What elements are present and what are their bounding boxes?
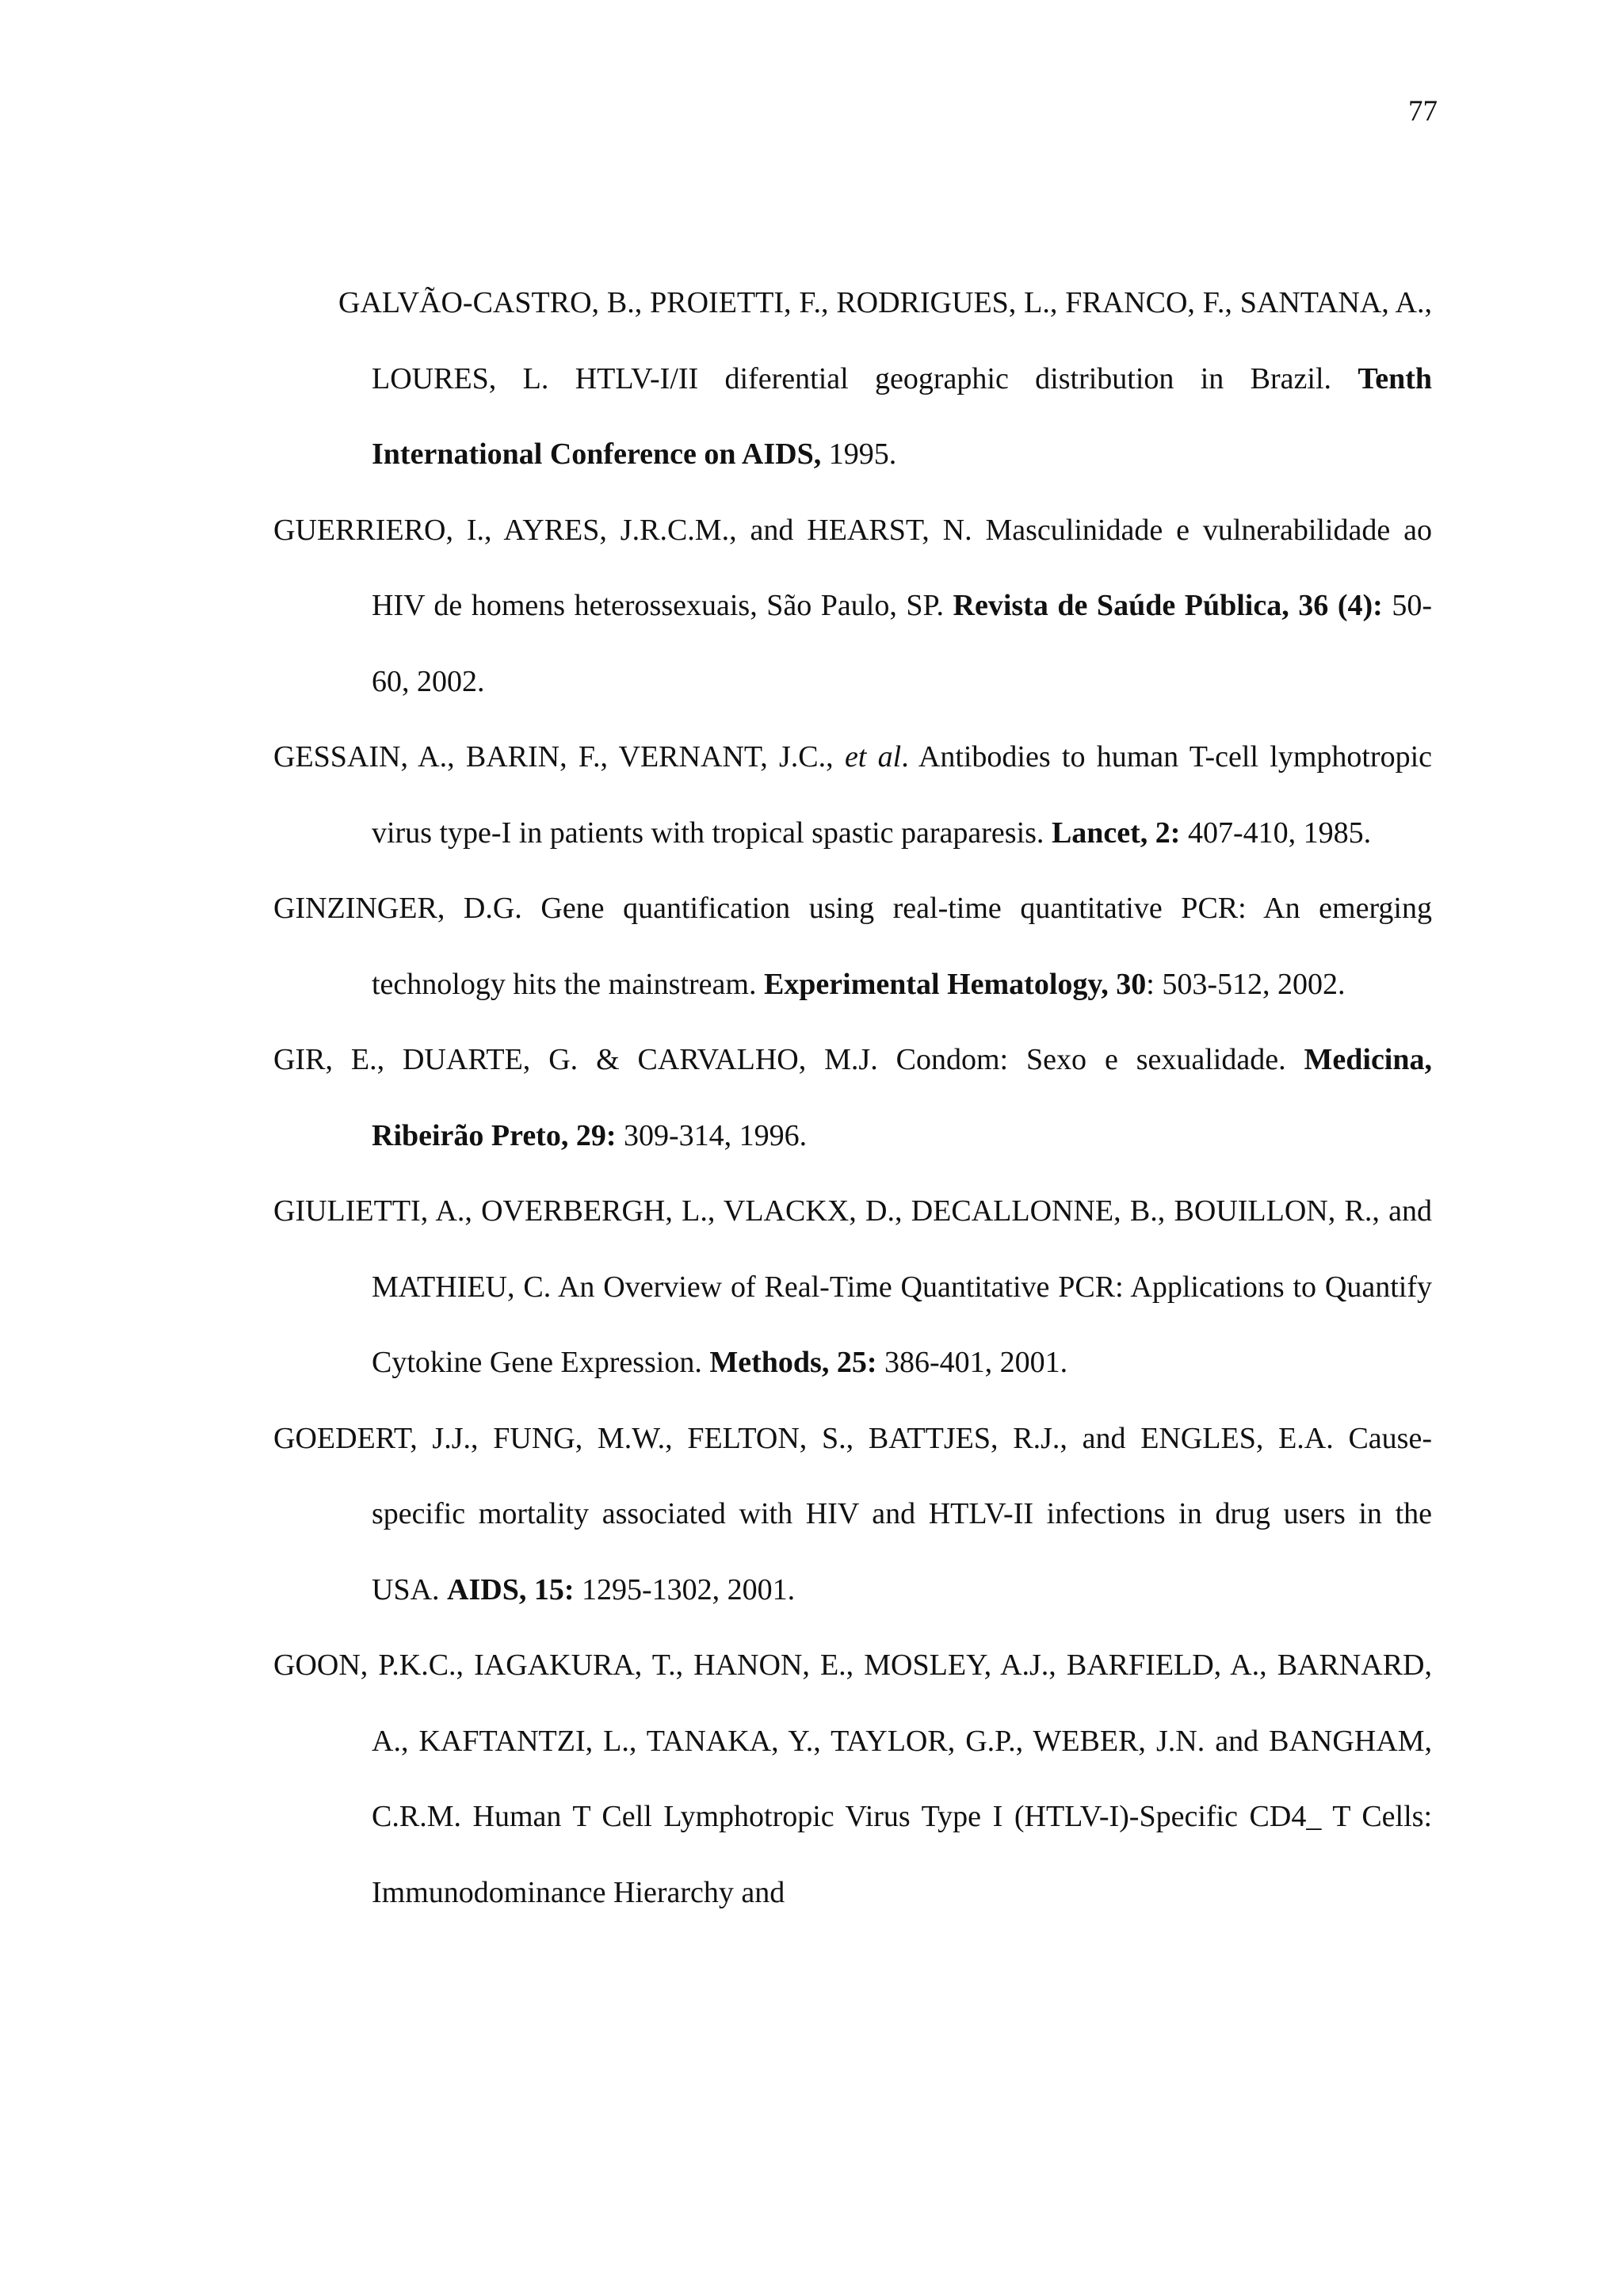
reference-text: : 503-512, 2002.	[1146, 967, 1346, 1001]
reference-text: 309-314, 1996.	[616, 1118, 808, 1152]
reference-text: 1995.	[821, 437, 897, 471]
reference-source: Lancet, 2:	[1051, 816, 1181, 850]
reference-emphasis: et al	[844, 740, 902, 774]
reference-source: Tenth International Conference on AIDS,	[372, 361, 1432, 471]
reference-source: Experimental Hematology, 30	[763, 967, 1147, 1001]
reference-source: AIDS, 15:	[447, 1572, 575, 1606]
reference-text: GINZINGER, D.G. Gene quantification using real-time quantitative PCR: An emerging technology hits the mainstream.	[273, 892, 1432, 1001]
reference-text: GOON, P.K.C., IAGAKURA, T., HANON, E., MOSLEY, A.J., BARFIELD, A., BARNARD, A., KAFTANTZI, L., TANAKA, Y., TAYLOR, G.P., WEBER, J.N. and BANGHAM, C.R.M. Human T Cell Lymphotropic Virus Type I (HTLV-I)-Specific CD4_ T Cells: Immunodominance Hierarchy and	[273, 1648, 1432, 1909]
reference-text: GOEDERT, J.J., FUNG, M.W., FELTON, S., BATTJES, R.J., and ENGLES, E.A. Cause-specific mortality associated with HIV and HTLV-II infections in drug users in the USA.	[273, 1421, 1432, 1606]
reference-entry	[273, 1401, 1432, 1629]
reference-entry	[273, 871, 1432, 1022]
reference-text: 386-401, 2001.	[876, 1346, 1068, 1379]
reference-entry	[273, 1022, 1432, 1174]
reference-text: 407-410, 1985.	[1180, 816, 1372, 850]
reference-text: GESSAIN, A., BARIN, F., VERNANT, J.C.,	[273, 740, 845, 774]
reference-entry	[273, 1628, 1432, 1931]
reference-entry	[273, 720, 1432, 871]
reference-text: 50-60, 2002.	[372, 589, 1432, 698]
reference-text: GIR, E., DUARTE, G. & CARVALHO, M.J. Condom: Sexo e sexualidade.	[273, 1043, 1304, 1076]
reference-entry	[273, 266, 1432, 493]
reference-text: GUERRIERO, I., AYRES, J.R.C.M., and HEARST, N. Masculinidade e vulnerabilidade ao HIV de homens heterossexuais, São Paulo, SP.	[273, 513, 1432, 622]
reference-entry	[273, 1174, 1432, 1401]
reference-source: Revista de Saúde Pública, 36 (4):	[953, 589, 1383, 622]
reference-list	[273, 266, 1432, 1931]
reference-entry	[273, 493, 1432, 720]
reference-source: Methods, 25:	[709, 1346, 877, 1379]
reference-source: Medicina, Ribeirão Preto, 29:	[372, 1043, 1432, 1152]
reference-text: GIULIETTI, A., OVERBERGH, L., VLACKX, D., DECALLONNE, B., BOUILLON, R., and MATHIEU, C. An Overview of Real-Time Quantitative PCR: Applications to Quantify Cytokine Gene Expression.	[273, 1194, 1432, 1379]
reference-text: . Antibodies to human T-cell lymphotropic virus type-I in patients with tropical spastic paraparesis.	[372, 740, 1433, 850]
page-number: 77	[1408, 95, 1438, 128]
reference-text: 1295-1302, 2001.	[574, 1572, 796, 1606]
reference-text: GALVÃO-CASTRO, B., PROIETTI, F., RODRIGUES, L., FRANCO, F., SANTANA, A., LOURES, L. HTLV-I/II diferential geographic distribution in Brazil.	[338, 286, 1432, 395]
